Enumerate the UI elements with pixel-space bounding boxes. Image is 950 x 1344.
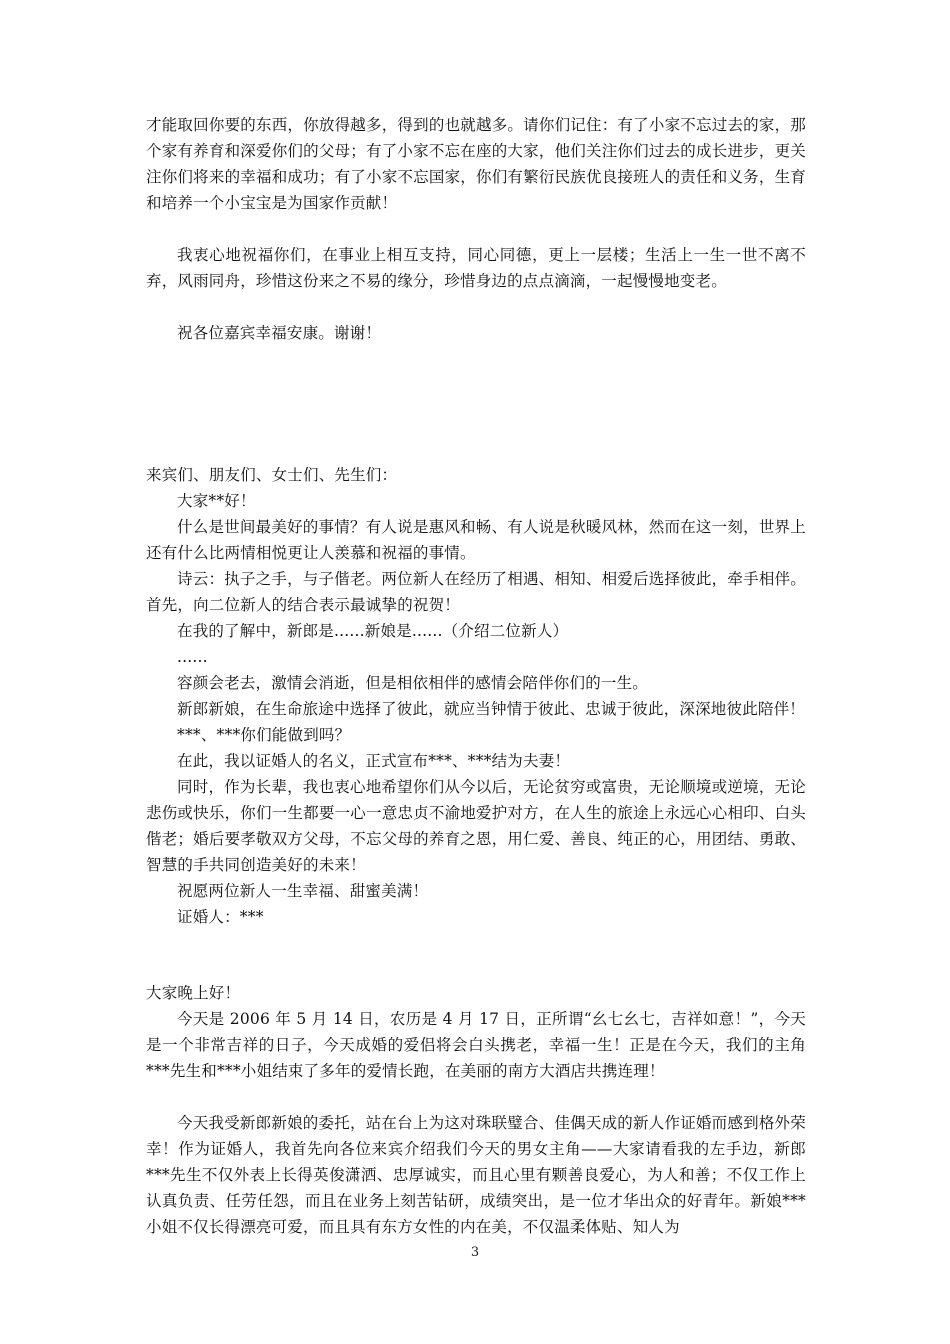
speech-line: ...... (177, 648, 208, 666)
speech-line: 祝愿两位新人一生幸福、甜蜜美满！ (177, 882, 429, 900)
paragraph: 今天我受新郎新娘的委托，站在台上为这对珠联璧合、佳偶天成的新人作证婚而感到格外荣幸！作为证婚人，我首先向各位来宾介绍我们今天的男女主角——大家请看我的左手边，新郎***先生不仅外表上长得英俊潇洒、忠厚诚实，而且心里有颗善良爱心，为人和善；不仅工作上认真负责、任劳任怨，而且在业务上刻苦钻研，成绩突出，是一位才华出众的好青年。新娘***小姐不仅长得漂亮可爱，而且具有东方女性的内在美，不仅温柔体贴、知人为 (146, 1114, 806, 1236)
speech-line: 在我的了解中，新郎是......新娘是......（介绍二位新人） (177, 622, 569, 640)
salutation: 来宾们、朋友们、女士们、先生们： (146, 466, 398, 484)
paragraph: 祝各位嘉宾幸福安康。谢谢！ (177, 324, 382, 342)
spacer (146, 930, 806, 980)
speech-line: 新郎新娘，在生命旅途中选择了彼此，就应当钟情于彼此、忠诚于彼此，深深地彼此陪伴！ (177, 700, 806, 718)
speech-line: 什么是世间最美好的事情？有人说是惠风和畅、有人说是秋暖风林，然而在这一刻，世界上还有什么比两情相悦更让人羡慕和祝福的事情。 (146, 518, 806, 562)
greeting: 大家晚上好！ (146, 984, 241, 1002)
officiant-signature: 证婚人：*** (177, 908, 264, 926)
document-body (146, 112, 806, 1240)
spacer (146, 216, 806, 242)
spacer (146, 1084, 806, 1110)
speech-line: 容颜会老去，激情会消逝，但是相依相伴的感情会陪伴你们的一生。 (177, 674, 649, 692)
speech-line: 大家**好！ (177, 492, 256, 510)
paragraph: 今天是 2006 年 5 月 14 日，农历是 4 月 17 日，正所谓“幺七幺七，吉祥如意！”，今天是一个非常吉祥的日子，今天成婚的爱侣将会白头携老，幸福一生！正是在今天，我们的主角***先生和***小姐结束了多年的爱情长跑，在美丽的南方大酒店共携连理！ (146, 1010, 806, 1080)
paragraph: 才能取回你要的东西，你放得越多，得到的也就越多。请你们记住：有了小家不忘过去的家，那个家有养育和深爱你们的父母；有了小家不忘在座的大家，他们关注你们过去的成长进步，更关注你们将来的幸福和成功；有了小家不忘国家，你们有繁衍民族优良接班人的责任和义务，生育和培养一个小宝宝是为国家作贡献！ (146, 116, 806, 212)
spacer (146, 346, 806, 462)
paragraph: 我衷心地祝福你们，在事业上相互支持，同心同德，更上一层楼；生活上一生一世不离不弃，风雨同舟，珍惜这份来之不易的缘分，珍惜身边的点点滴滴，一起慢慢地变老。 (146, 246, 806, 290)
page-number: 3 (470, 1245, 480, 1260)
speech-line: 在此，我以证婚人的名义，正式宣布***、***结为夫妻！ (177, 752, 571, 770)
speech-line: 同时，作为长辈，我也衷心地希望你们从今以后，无论贫穷或富贵，无论顺境或逆境，无论悲伤或快乐，你们一生都要一心一意忠贞不渝地爱护对方，在人生的旅途上永远心心相印、白头偕老；婚后要孝敬双方父母，不忘父母的养育之恩，用仁爱、善良、纯正的心，用团结、勇敢、智慧的手共同创造美好的未来！ (146, 778, 806, 874)
speech-line: ***、***你们能做到吗？ (177, 726, 351, 744)
spacer (146, 294, 806, 320)
speech-line: 诗云：执子之手，与子偕老。两位新人在经历了相遇、相知、相爱后选择彼此，牵手相伴。首先，向二位新人的结合表示最诚挚的祝贺！ (146, 570, 806, 614)
